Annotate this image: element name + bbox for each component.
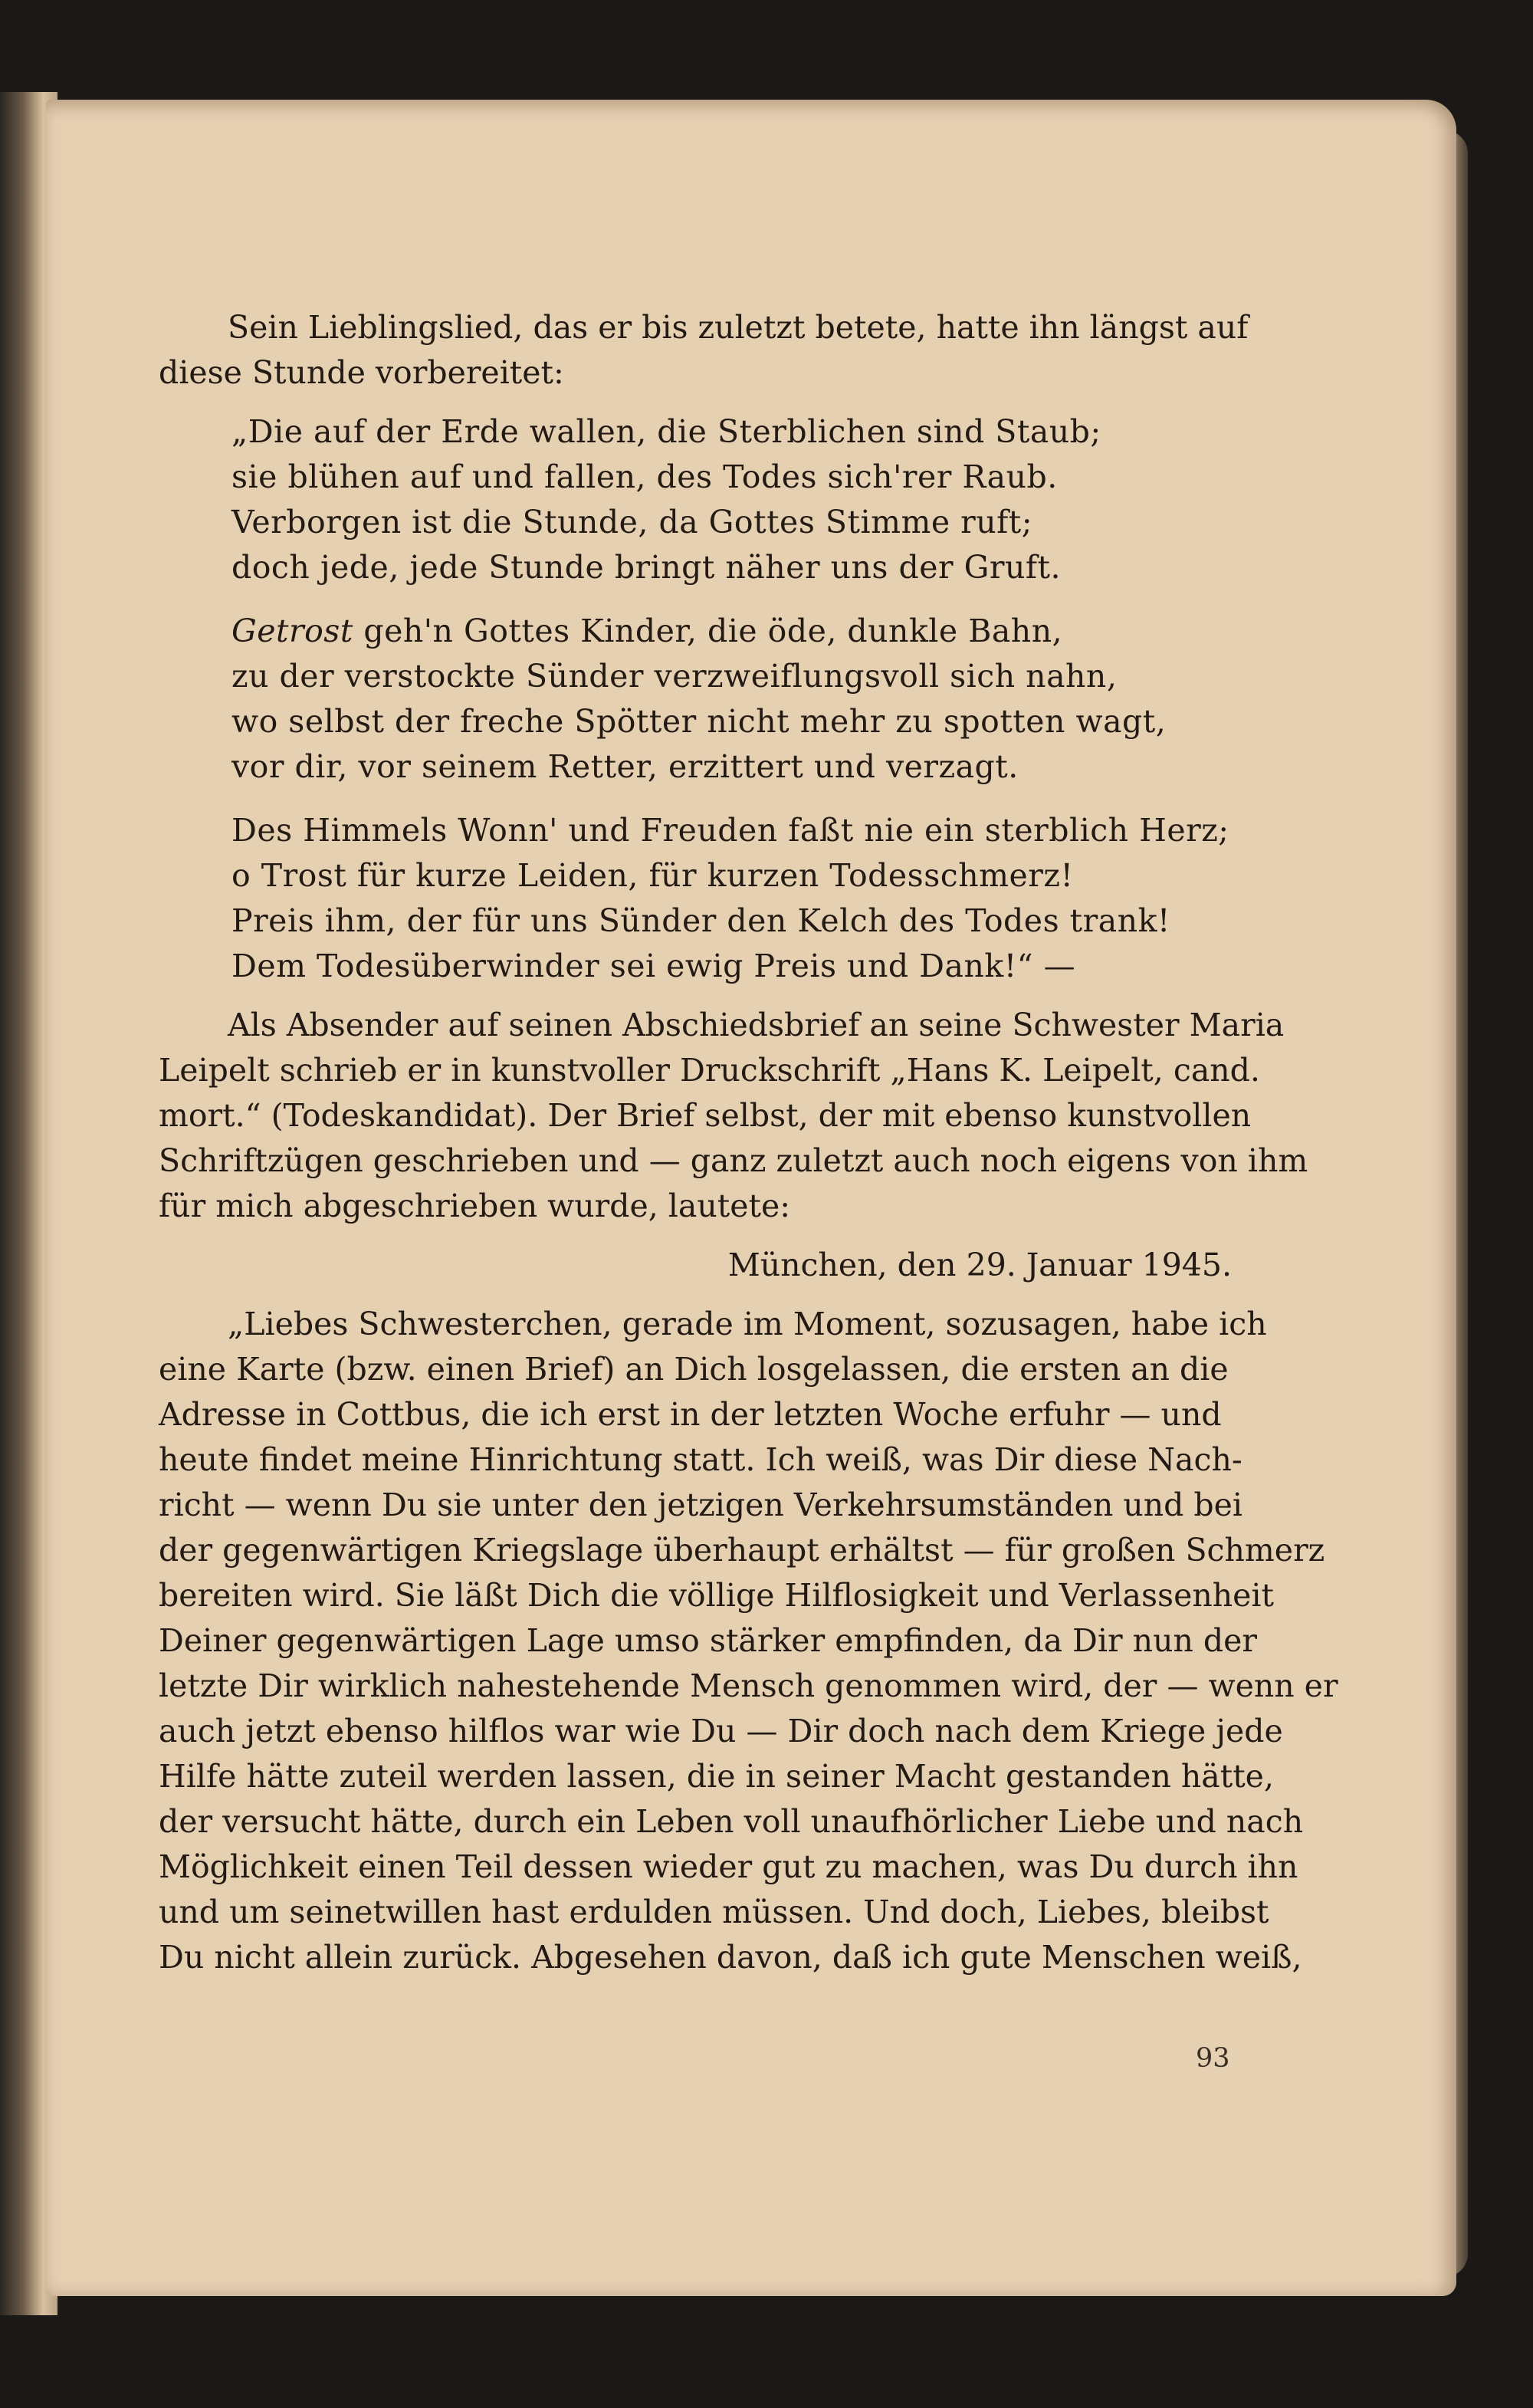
letter-line: Adresse in Cottbus, die ich erst in der letzten Woche erfuhr — und <box>159 1396 1222 1433</box>
letter-line: bereiten wird. Sie läßt Dich die völlige Hilflosigkeit und Verlassenheit <box>159 1577 1274 1614</box>
letter-line: und um seinetwillen hast erdulden müssen. Und doch, Liebes, bleibst <box>159 1894 1269 1930</box>
poem-line: zu der verstockte Sünder verzweiflungsvoll sich nahn, <box>231 658 1118 695</box>
poem-line: Des Himmels Wonn' und Freuden faßt nie ein sterblich Herz; <box>231 812 1229 849</box>
letter-line: richt — wenn Du sie unter den jetzigen Verkehrsumständen und bei <box>159 1487 1242 1523</box>
poem-stanza-3 <box>231 808 1232 989</box>
sender-line: Als Absender auf seinen Abschiedsbrief an seine Schwester Maria <box>228 1007 1285 1043</box>
intro-line: diese Stunde vorbereitet: <box>159 354 564 391</box>
emphasized-word: Getrost <box>231 613 353 649</box>
letter-line: Möglichkeit einen Teil dessen wieder gut zu machen, was Du durch ihn <box>159 1848 1298 1885</box>
poem-line: Preis ihm, der für uns Sünder den Kelch des Todes trank! <box>231 902 1170 939</box>
page-text <box>159 305 1338 1980</box>
poem-line: Dem Todesüberwinder sei ewig Preis und Dank!“ — <box>231 948 1076 984</box>
poem-line: „Die auf der Erde wallen, die Sterblichen sind Staub; <box>231 413 1101 450</box>
sender-line: Schriftzügen geschrieben und — ganz zuletzt auch noch eigens von ihm <box>159 1142 1308 1179</box>
intro-line: Sein Lieblingslied, das er bis zuletzt betete, hatte ihn längst auf <box>228 309 1249 346</box>
letter-line: eine Karte (bzw. einen Brief) an Dich losgelassen, die ersten an die <box>159 1351 1229 1388</box>
letter-line: Hilfe hätte zuteil werden lassen, die in seiner Macht gestanden hätte, <box>159 1758 1274 1795</box>
letter-text <box>159 1302 1338 1980</box>
letter-line: Deiner gegenwärtigen Lage umso stärker empfinden, da Dir nun der <box>159 1622 1258 1659</box>
poem-line: sie blühen auf und fallen, des Todes sich'rer Raub. <box>231 458 1058 495</box>
sender-line: mort.“ (Todeskandidat). Der Brief selbst, der mit ebenso kunstvollen <box>159 1097 1252 1134</box>
poem-line <box>231 609 1232 654</box>
letter-line: „Liebes Schwesterchen, gerade im Moment, sozusagen, habe ich <box>228 1306 1267 1342</box>
letter-line: der versucht hätte, durch ein Leben voll unaufhörlicher Liebe und nach <box>159 1803 1304 1840</box>
intro-paragraph <box>159 305 1249 396</box>
page-number: 93 <box>1196 2043 1230 2074</box>
poem-line: doch jede, jede Stunde bringt näher uns der Gruft. <box>231 549 1062 586</box>
letter-line: der gegenwärtigen Kriegslage überhaupt erhältst — für großen Schmerz <box>159 1532 1325 1569</box>
sender-paragraph <box>159 1003 1308 1229</box>
poem-line: vor dir, vor seinem Retter, erzittert und verzagt. <box>231 748 1019 785</box>
letter-line: heute findet meine Hinrichtung statt. Ich weiß, was Dir diese Nach- <box>159 1441 1242 1478</box>
sender-line: Leipelt schrieb er in kunstvoller Druckschrift „Hans K. Leipelt, cand. <box>159 1052 1260 1089</box>
poem-line: o Trost für kurze Leiden, für kurzen Todesschmerz! <box>231 857 1074 894</box>
sender-line: für mich abgeschrieben wurde, lautete: <box>159 1188 791 1224</box>
poem-stanza-1 <box>231 409 1232 590</box>
letter-line: Du nicht allein zurück. Abgesehen davon, daß ich gute Menschen weiß, <box>159 1939 1302 1976</box>
poem-line: Verborgen ist die Stunde, da Gottes Stimme ruft; <box>231 504 1033 540</box>
letter-line: letzte Dir wirklich nahestehende Mensch genommen wird, der — wenn er <box>159 1667 1338 1704</box>
poem-line: wo selbst der freche Spötter nicht mehr zu spotten wagt, <box>231 703 1167 740</box>
poem <box>231 409 1232 989</box>
letter-dateline: München, den 29. Januar 1945. <box>727 1247 1232 1283</box>
letter-line: auch jetzt ebenso hilflos war wie Du — Dir doch nach dem Kriege jede <box>159 1713 1283 1749</box>
poem-stanza-2 <box>231 609 1232 790</box>
poem-line-rest: geh'n Gottes Kinder, die öde, dunkle Bahn, <box>353 613 1063 649</box>
